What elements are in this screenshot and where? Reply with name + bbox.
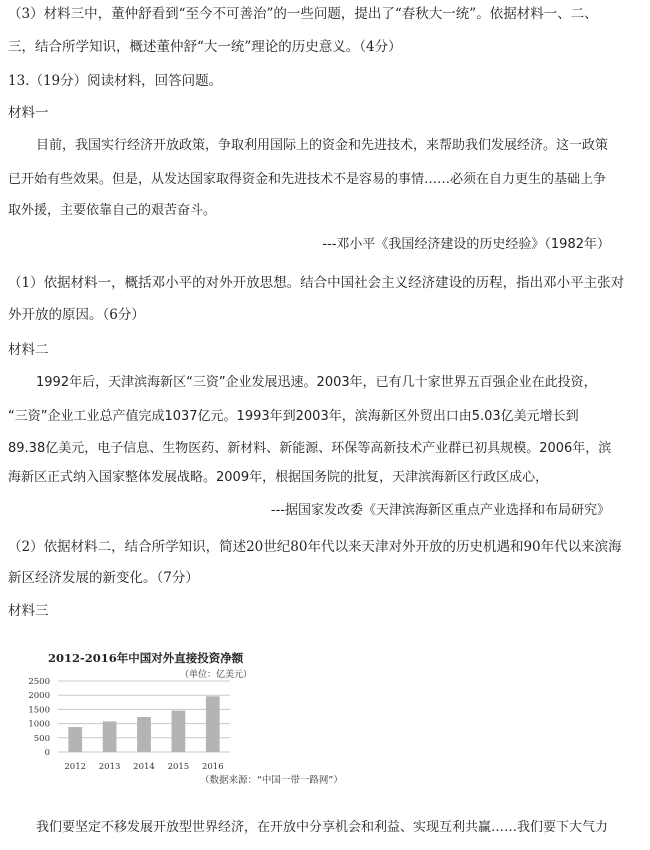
y-tick-label: 1000 xyxy=(28,719,50,730)
bar-2016 xyxy=(206,696,220,752)
y-tick-label: 500 xyxy=(33,733,50,744)
material-1-heading: 材料一 xyxy=(8,105,49,121)
material-3-text-line1: 我们要坚定不移发展开放型世界经济，在开放中分享机会和利益、实现互利共赢……我们要下大气力 xyxy=(36,820,609,835)
material-1-text-line2: 已开始有些效果。但是，从发达国家取得资金和先进技术不是容易的事情……必须在自力更生的基础上争 xyxy=(8,172,607,187)
question-2-line1: （2）依据材料二，结合所学知识，简述20世纪80年代以来天津对外开放的历史机遇和90年代以来滨海 xyxy=(8,539,622,555)
question-1-line1: （1）依据材料一，概括邓小平的对外开放思想。结合中国社会主义经济建设的历程，指出邓小平主张对 xyxy=(8,275,625,291)
question-3-line1: （3）材料三中，董仲舒看到“至今不可善治”的一些问题，提出了“春秋大一统”。依据材料一、二、 xyxy=(8,6,598,22)
question-2-line2: 新区经济发展的新变化。（7分） xyxy=(8,570,199,586)
bar-2014 xyxy=(137,717,151,752)
chart-unit: （单位：亿美元） xyxy=(180,670,253,680)
material-1-text-line3: 取外援，主要依靠自己的艰苦奋斗。 xyxy=(8,203,217,218)
y-tick-label: 2000 xyxy=(28,691,50,702)
y-tick-label: 2500 xyxy=(28,677,50,687)
material-3-heading: 材料三 xyxy=(8,603,49,619)
material-2-text-line1: 1992年后，天津滨海新区“三资”企业发展迅速。2003年，已有几十家世界五百强企业在此投资， xyxy=(36,375,597,390)
x-tick-label: 2012 xyxy=(64,762,87,772)
question-3-line2: 三，结合所学知识，概述董仲舒“大一统”理论的历史意义。（4分） xyxy=(8,39,402,55)
material-1-source: ---邓小平《我国经济建设的历史经验》（1982年） xyxy=(322,237,610,252)
material-2-text-line4: 海新区正式纳入国家整体发展战略。2009年，根据国务院的批复，天津滨海新区行政区成心， xyxy=(8,470,549,485)
question-13-heading: 13.（19分）阅读材料，回答问题。 xyxy=(8,73,223,89)
material-2-source: ---据国家发改委《天津滨海新区重点产业选择和布局研究》 xyxy=(270,503,610,518)
x-tick-label: 2015 xyxy=(167,762,190,772)
bar-2013 xyxy=(103,721,117,752)
question-1-line2: 外开放的原因。（6分） xyxy=(8,307,145,323)
material-2-heading: 材料二 xyxy=(8,342,49,358)
y-tick-label: 1500 xyxy=(28,705,50,716)
chart-source: （数据来源：“中国一带一路网”） xyxy=(200,775,343,786)
bar-2012 xyxy=(68,727,82,752)
material-2-text-line2: “三资”企业工业总产值完成1037亿元。1993年到2003年，滨海新区外贸出口由5.03亿美元增长到 xyxy=(8,409,579,424)
investment-bar-chart xyxy=(0,635,400,795)
x-tick-label: 2014 xyxy=(133,762,155,772)
chart-title: 2012-2016年中国对外直接投资净额 xyxy=(48,651,244,665)
material-1-text-line1: 目前，我国实行经济开放政策，争取利用国际上的资金和先进技术，来帮助我们发展经济。这一政策 xyxy=(36,138,609,153)
x-tick-label: 2013 xyxy=(98,762,121,772)
y-tick-label: 0 xyxy=(44,748,50,758)
x-tick-label: 2016 xyxy=(201,762,224,772)
bar-2015 xyxy=(172,711,186,752)
material-2-text-line3: 89.38亿美元，电子信息、生物医药、新材料、新能源、环保等高新技术产业群已初具规模。2006年，滨 xyxy=(8,441,612,456)
